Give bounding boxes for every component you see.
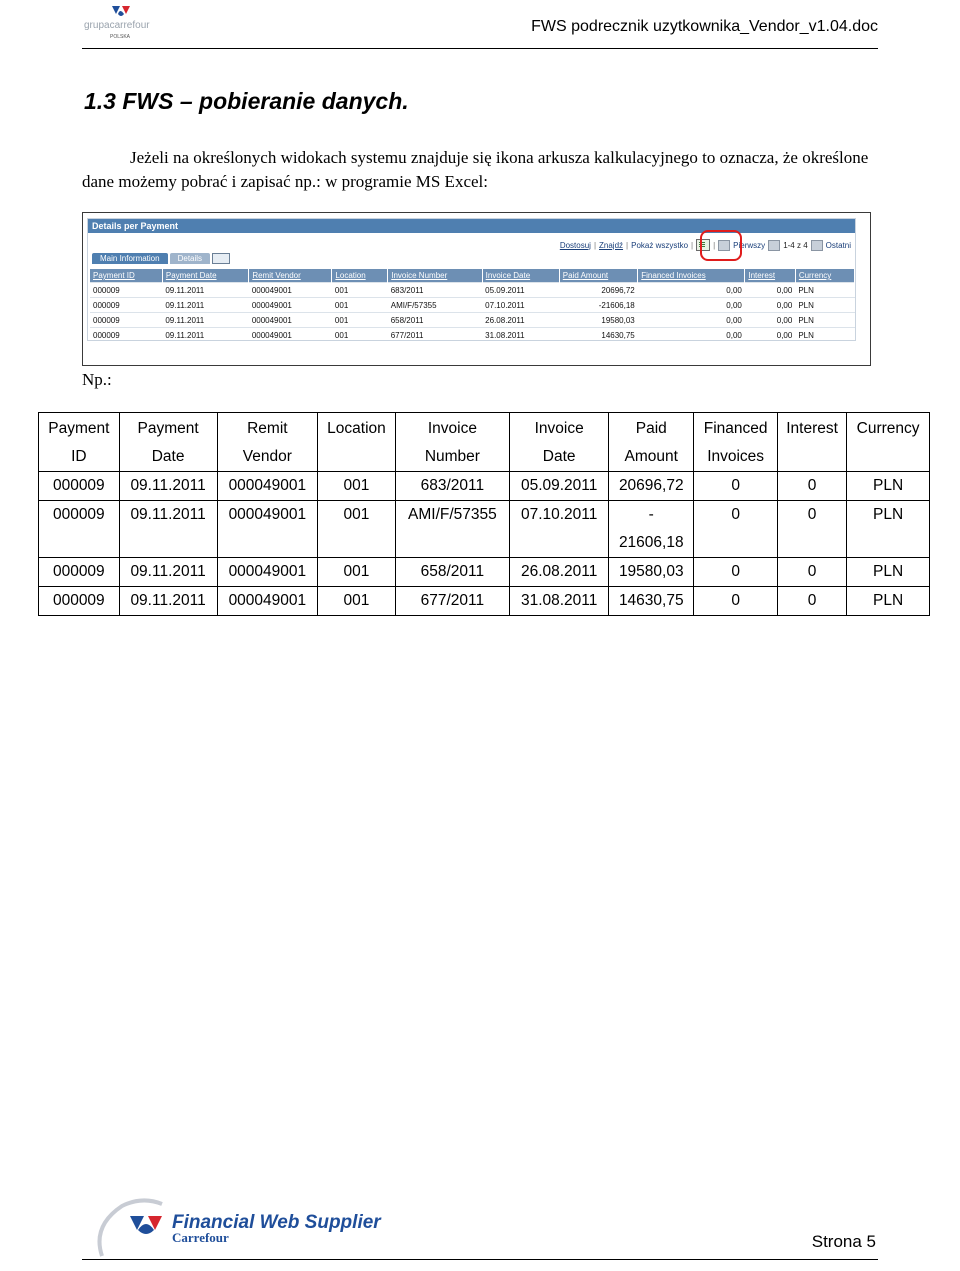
logo-text: grupacarrefour bbox=[84, 20, 150, 31]
table-row bbox=[39, 472, 930, 501]
shot-table-cell: 0,00 bbox=[638, 283, 745, 298]
table-cell: 0 bbox=[694, 558, 778, 587]
shot-table-row[interactable] bbox=[90, 328, 855, 343]
table-cell: 001 bbox=[318, 587, 396, 616]
shot-table-cell: 09.11.2011 bbox=[162, 328, 248, 343]
column-header-line: ID bbox=[71, 448, 87, 465]
table-cell: 001 bbox=[318, 472, 396, 501]
first-label[interactable]: Pierwszy bbox=[733, 240, 766, 250]
table-cell: 26.08.2011 bbox=[510, 558, 609, 587]
column-header bbox=[778, 413, 847, 472]
screenshot-tabs bbox=[92, 253, 230, 264]
footer-rule bbox=[82, 1259, 878, 1260]
table-cell: 0 bbox=[778, 472, 847, 501]
table-row bbox=[39, 558, 930, 587]
column-header-line: Invoice bbox=[534, 420, 584, 437]
table-cell: - 21606,18 bbox=[609, 501, 694, 558]
shot-table-cell: 05.09.2011 bbox=[482, 283, 559, 298]
shot-table-cell: 001 bbox=[332, 283, 388, 298]
shot-table-cell: 000009 bbox=[90, 328, 162, 343]
intro-paragraph bbox=[82, 146, 882, 194]
customize-link[interactable]: Dostosuj bbox=[559, 240, 591, 250]
column-header-line bbox=[320, 443, 393, 471]
column-header-line: Financed bbox=[703, 420, 768, 437]
shot-table-cell: -21606,18 bbox=[559, 298, 637, 313]
column-header-line: Number bbox=[424, 448, 480, 465]
shot-table-cell: 000049001 bbox=[249, 298, 332, 313]
last-label[interactable]: Ostatni bbox=[825, 240, 851, 250]
shot-table-row[interactable] bbox=[90, 283, 855, 298]
shot-table-cell: 000049001 bbox=[249, 283, 332, 298]
shot-table-cell: PLN bbox=[795, 328, 854, 343]
column-header bbox=[609, 413, 694, 472]
table-cell: 31.08.2011 bbox=[510, 587, 609, 616]
shot-col-header[interactable]: Paid Amount bbox=[559, 269, 637, 283]
shot-table-cell: PLN bbox=[795, 283, 854, 298]
table-cell: 07.10.2011 bbox=[510, 501, 609, 558]
column-header-line: Date bbox=[151, 448, 185, 465]
column-header-line bbox=[849, 443, 927, 471]
table-cell: 658/2011 bbox=[395, 558, 509, 587]
header-rule bbox=[82, 48, 878, 49]
table-cell: 683/2011 bbox=[395, 472, 509, 501]
brand-sub: Carrefour bbox=[172, 1230, 229, 1245]
table-row bbox=[39, 587, 930, 616]
table-cell: PLN bbox=[847, 587, 930, 616]
shot-table-cell: 0,00 bbox=[638, 298, 745, 313]
shot-table-cell: 001 bbox=[332, 298, 388, 313]
column-header-line: Paid bbox=[635, 420, 667, 437]
table-cell: 09.11.2011 bbox=[119, 587, 217, 616]
column-header-line: Date bbox=[542, 448, 576, 465]
screenshot-table bbox=[90, 269, 855, 342]
table-cell: PLN bbox=[847, 558, 930, 587]
shot-table-row[interactable] bbox=[90, 313, 855, 328]
screenshot-toolbar: Dostosuj | Znajdź | Pokaż wszystko | | Pierwszy 1-4 z 4 Ostatni bbox=[559, 240, 851, 250]
table-cell: 0 bbox=[778, 501, 847, 558]
shot-table-cell: 19580,03 bbox=[559, 313, 637, 328]
column-header-line: Payment bbox=[137, 420, 199, 437]
shot-table-cell: 0,00 bbox=[745, 313, 795, 328]
shot-table-cell: 001 bbox=[332, 328, 388, 343]
table-cell: 0 bbox=[694, 501, 778, 558]
table-cell: 000049001 bbox=[217, 558, 318, 587]
document-filename: FWS podrecznik uzytkownika_Vendor_v1.04.doc bbox=[531, 18, 878, 35]
table-cell: 000049001 bbox=[217, 587, 318, 616]
table-cell: 14630,75 bbox=[609, 587, 694, 616]
shot-col-header[interactable]: Location bbox=[332, 269, 388, 283]
column-header-line: Remit bbox=[247, 420, 288, 437]
column-header bbox=[694, 413, 778, 472]
embedded-screenshot bbox=[82, 212, 871, 366]
shot-col-header[interactable]: Interest bbox=[745, 269, 795, 283]
tab-details[interactable]: Details bbox=[170, 253, 210, 264]
grid-view-icon[interactable] bbox=[212, 253, 230, 264]
pager-text: 1-4 z 4 bbox=[783, 240, 808, 250]
table-cell: 0 bbox=[694, 472, 778, 501]
fws-logo bbox=[92, 1196, 402, 1268]
shot-table-cell: 0,00 bbox=[745, 283, 795, 298]
screenshot-panel bbox=[87, 218, 856, 341]
example-label: Np.: bbox=[82, 370, 112, 389]
column-header-line: Payment bbox=[48, 420, 110, 437]
carrefour-logo bbox=[82, 2, 162, 42]
table-cell: 000009 bbox=[39, 501, 120, 558]
column-header bbox=[847, 413, 930, 472]
column-header-line: Location bbox=[327, 420, 386, 437]
table-row bbox=[39, 501, 930, 558]
table-cell: 19580,03 bbox=[609, 558, 694, 587]
table-cell: PLN bbox=[847, 472, 930, 501]
column-header-line: Invoices bbox=[707, 448, 765, 465]
shot-table-cell: 0,00 bbox=[745, 298, 795, 313]
shot-col-header[interactable]: Payment ID bbox=[90, 269, 162, 283]
shot-col-header[interactable]: Remit Vendor bbox=[249, 269, 332, 283]
shot-table-cell: 0,00 bbox=[638, 328, 745, 343]
table-cell: 000009 bbox=[39, 558, 120, 587]
shot-table-cell: 09.11.2011 bbox=[162, 313, 248, 328]
payment-details-table bbox=[38, 412, 930, 616]
shot-table-cell: 001 bbox=[332, 313, 388, 328]
table-cell: 09.11.2011 bbox=[119, 472, 217, 501]
shot-table-cell: 07.10.2011 bbox=[482, 298, 559, 313]
shot-table-cell: 09.11.2011 bbox=[162, 298, 248, 313]
logo-sub: POLSKA bbox=[110, 34, 131, 40]
shot-table-cell: 31.08.2011 bbox=[482, 328, 559, 343]
section-title: 1.3 FWS – pobieranie danych. bbox=[84, 88, 409, 114]
table-cell: 000049001 bbox=[217, 472, 318, 501]
shot-table-cell: 000009 bbox=[90, 298, 162, 313]
tab-main-information[interactable]: Main Information bbox=[92, 253, 168, 264]
column-header bbox=[119, 413, 217, 472]
shot-table-cell: 14630,75 bbox=[559, 328, 637, 343]
column-header bbox=[318, 413, 396, 472]
shot-table-cell: 000009 bbox=[90, 313, 162, 328]
shot-table-cell: 20696,72 bbox=[559, 283, 637, 298]
shot-table-cell: 683/2011 bbox=[388, 283, 482, 298]
column-header-line: Currency bbox=[856, 420, 920, 437]
intro-text: Jeżeli na określonych widokach systemu znajduje się ikona arkusza kalkulacyjnego to oznacza, że określone dane możemy pobrać i zapisać np.: w programie MS Excel: bbox=[82, 148, 869, 191]
shot-table-cell: 000049001 bbox=[249, 313, 332, 328]
shot-table-cell: 26.08.2011 bbox=[482, 313, 559, 328]
page-number: Strona 5 bbox=[811, 1232, 876, 1251]
column-header bbox=[217, 413, 318, 472]
table-cell: 0 bbox=[694, 587, 778, 616]
shot-table-cell: 09.11.2011 bbox=[162, 283, 248, 298]
column-header bbox=[395, 413, 509, 472]
shot-table-cell: 0,00 bbox=[638, 313, 745, 328]
prev-page-button[interactable] bbox=[768, 240, 780, 251]
table-cell: 000049001 bbox=[217, 501, 318, 558]
column-header-line: Vendor bbox=[242, 448, 292, 465]
column-header bbox=[510, 413, 609, 472]
shot-col-header[interactable]: Invoice Date bbox=[482, 269, 559, 283]
table-cell: 0 bbox=[778, 587, 847, 616]
table-cell: 677/2011 bbox=[395, 587, 509, 616]
shot-col-header[interactable]: Invoice Number bbox=[388, 269, 482, 283]
screenshot-title: Details per Payment bbox=[88, 219, 855, 233]
shot-table-cell: 658/2011 bbox=[388, 313, 482, 328]
shot-col-header[interactable]: Currency bbox=[795, 269, 854, 283]
table-cell: 000009 bbox=[39, 472, 120, 501]
table-cell: 09.11.2011 bbox=[119, 501, 217, 558]
shot-col-header[interactable]: Payment Date bbox=[162, 269, 248, 283]
table-cell: AMI/F/57355 bbox=[395, 501, 509, 558]
column-header bbox=[39, 413, 120, 472]
shot-table-cell: 000049001 bbox=[249, 328, 332, 343]
table-cell: 09.11.2011 bbox=[119, 558, 217, 587]
table-cell: 001 bbox=[318, 501, 396, 558]
table-cell: 20696,72 bbox=[609, 472, 694, 501]
table-cell: 000009 bbox=[39, 587, 120, 616]
shot-table-cell: AMI/F/57355 bbox=[388, 298, 482, 313]
shot-table-cell: PLN bbox=[795, 313, 854, 328]
column-header-line: Invoice bbox=[427, 420, 477, 437]
shot-table-cell: 0,00 bbox=[745, 328, 795, 343]
shot-col-header[interactable]: Financed Invoices bbox=[638, 269, 745, 283]
show-all-link[interactable]: Pokaż wszystko bbox=[631, 240, 689, 250]
shot-table-cell: 677/2011 bbox=[388, 328, 482, 343]
shot-table-cell: 000009 bbox=[90, 283, 162, 298]
shot-table-row[interactable] bbox=[90, 298, 855, 313]
column-header-line: Interest bbox=[786, 420, 838, 437]
brand-name: Financial Web Supplier bbox=[172, 1212, 381, 1233]
table-cell: 05.09.2011 bbox=[510, 472, 609, 501]
highlight-annotation bbox=[700, 230, 742, 261]
column-header-line: Amount bbox=[624, 448, 678, 465]
next-page-button[interactable] bbox=[811, 240, 823, 251]
table-cell: 001 bbox=[318, 558, 396, 587]
shot-table-cell: PLN bbox=[795, 298, 854, 313]
table-cell: 0 bbox=[778, 558, 847, 587]
find-link[interactable]: Znajdź bbox=[599, 240, 624, 250]
column-header-line bbox=[780, 443, 844, 471]
table-cell: PLN bbox=[847, 501, 930, 558]
